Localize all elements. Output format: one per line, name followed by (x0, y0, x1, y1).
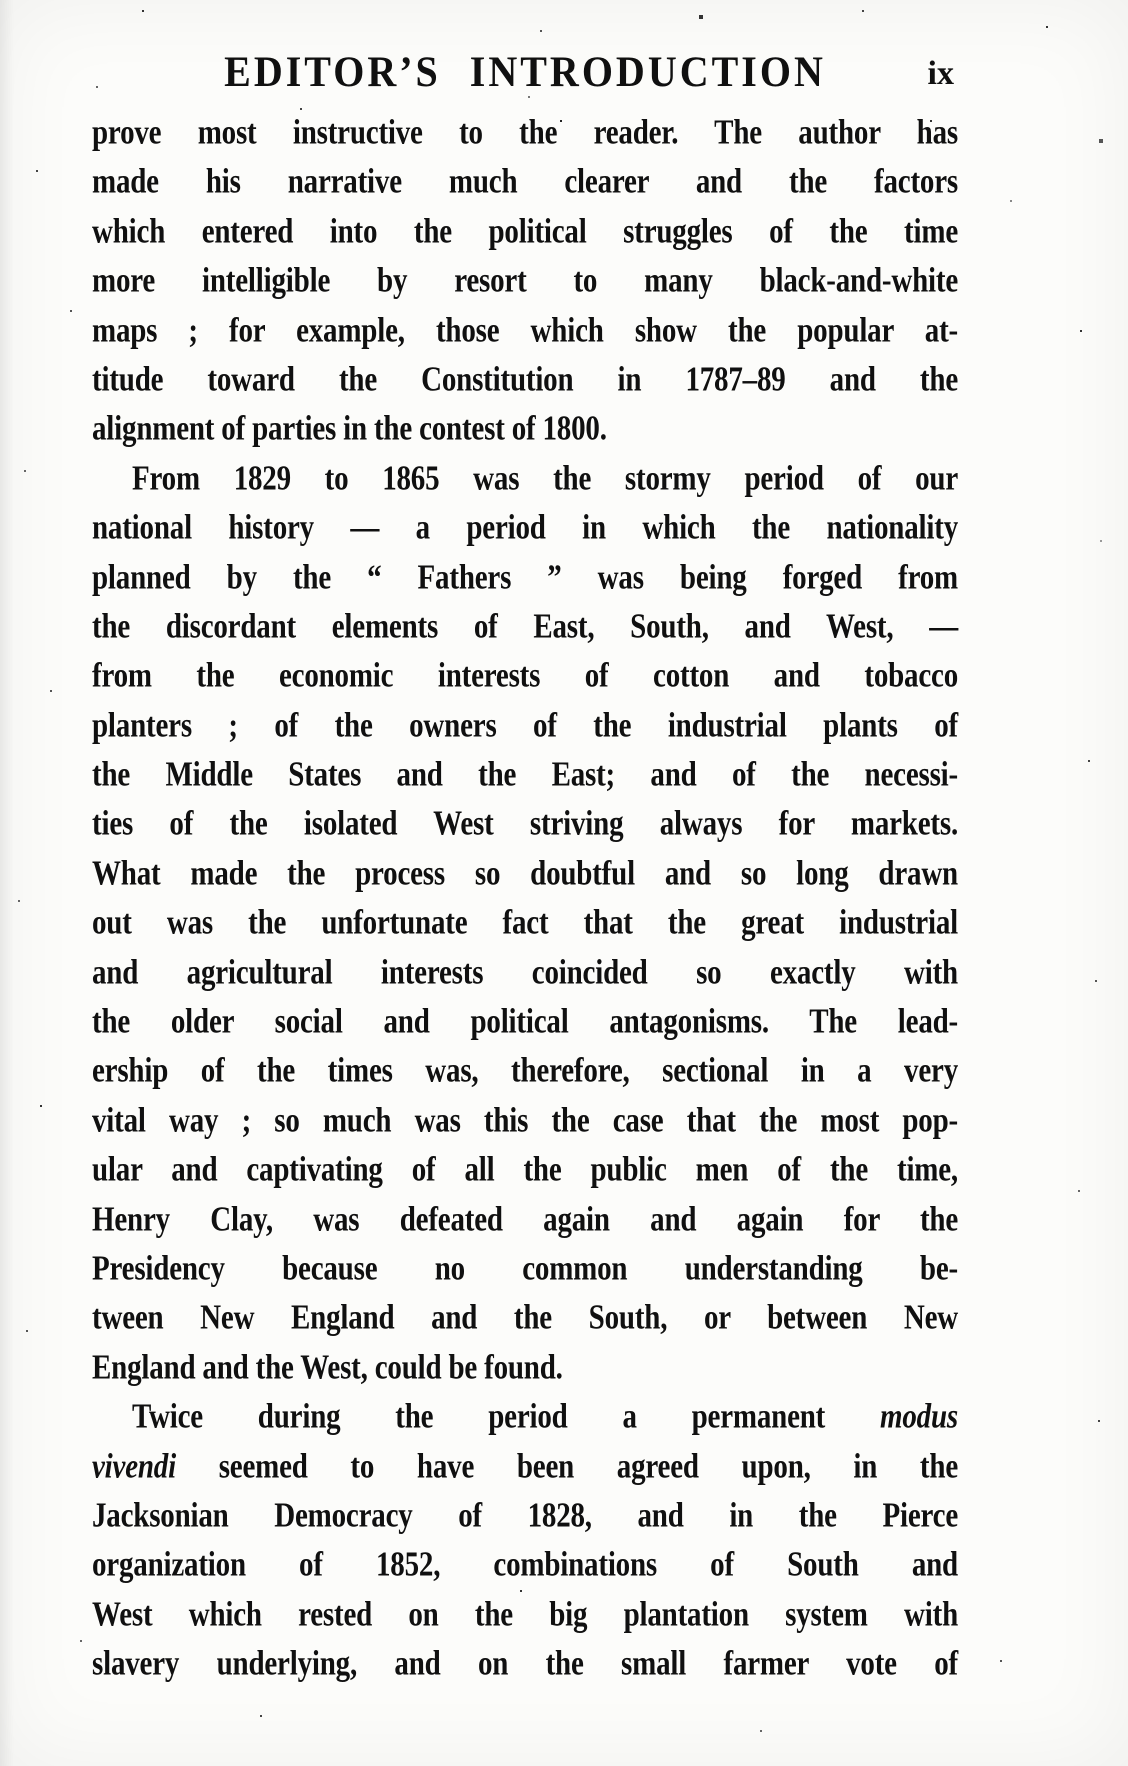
page-number: ix (927, 55, 954, 92)
text-segment: seemed to have been agreed upon, in the (175, 1447, 958, 1486)
page-header (92, 44, 958, 100)
text-line: Jacksonian Democracy of 1828, and in the Pierce (92, 1496, 958, 1535)
paragraph (92, 104, 958, 450)
page-title: EDITOR’S INTRODUCTION (224, 47, 826, 96)
text-line: from the economic interests of cotton and tobacco (92, 656, 958, 696)
text-line: ties of the isolated West striving always for markets. (92, 805, 958, 844)
text-line: ular and captivating of all the public men of the time, (92, 1150, 958, 1190)
text-line: organization of 1852, combinations of South and (92, 1545, 958, 1585)
text-line: which entered into the political struggles of the time (92, 212, 958, 251)
text-line: planters ; of the owners of the industrial plants of (92, 706, 958, 745)
text-line: maps ; for example, those which show the popular at- (92, 311, 958, 350)
text-line: alignment of parties in the contest of 1800. (92, 409, 607, 449)
italic-text: vivendi (92, 1447, 176, 1486)
text-line: planned by the “ Fathers ” was being forged from (92, 558, 958, 597)
text-line: slavery underlying, and on the small farmer vote of (92, 1644, 958, 1684)
text-line: Presidency because no common understanding be- (92, 1249, 958, 1288)
text-line: the Middle States and the East; and of the necessi- (92, 755, 958, 795)
italic-text: modus (880, 1397, 958, 1437)
text-line: more intelligible by resort to many black-and-white (92, 261, 958, 301)
text-line: prove most instructive to the reader. The author has (92, 113, 958, 152)
text-line: the older social and political antagonisms. The lead- (92, 1002, 958, 1042)
text-line: England and the West, could be found. (92, 1348, 563, 1387)
text-line: West which rested on the big plantation system with (92, 1595, 958, 1634)
text-segment: Twice during the period a permanent (132, 1397, 881, 1437)
text-line: national history — a period in which the nationality (92, 508, 958, 548)
text-line: What made the process so doubtful and so long drawn (92, 854, 958, 893)
text-line: and agricultural interests coincided so exactly with (92, 953, 958, 992)
text-line: out was the unfortunate fact that the great industrial (92, 903, 958, 943)
text-line: titude toward the Constitution in 1787–89 and the (92, 360, 958, 399)
text-line: the discordant elements of East, South, and West, — (92, 607, 958, 646)
body-text (92, 104, 958, 1685)
text-line: Henry Clay, was defeated again and again for the (92, 1200, 958, 1239)
text-line: tween New England and the South, or between New (92, 1298, 958, 1338)
text-line: vital way ; so much was this the case that the most pop- (92, 1101, 958, 1140)
paragraph (92, 1388, 958, 1684)
text-line: From 1829 to 1865 was the stormy period of our (132, 459, 958, 498)
paragraph (92, 450, 958, 1388)
text-line: ership of the times was, therefore, sectional in a very (92, 1052, 958, 1091)
text-line: made his narrative much clearer and the factors (92, 162, 958, 202)
scan-noise (0, 0, 2, 2)
